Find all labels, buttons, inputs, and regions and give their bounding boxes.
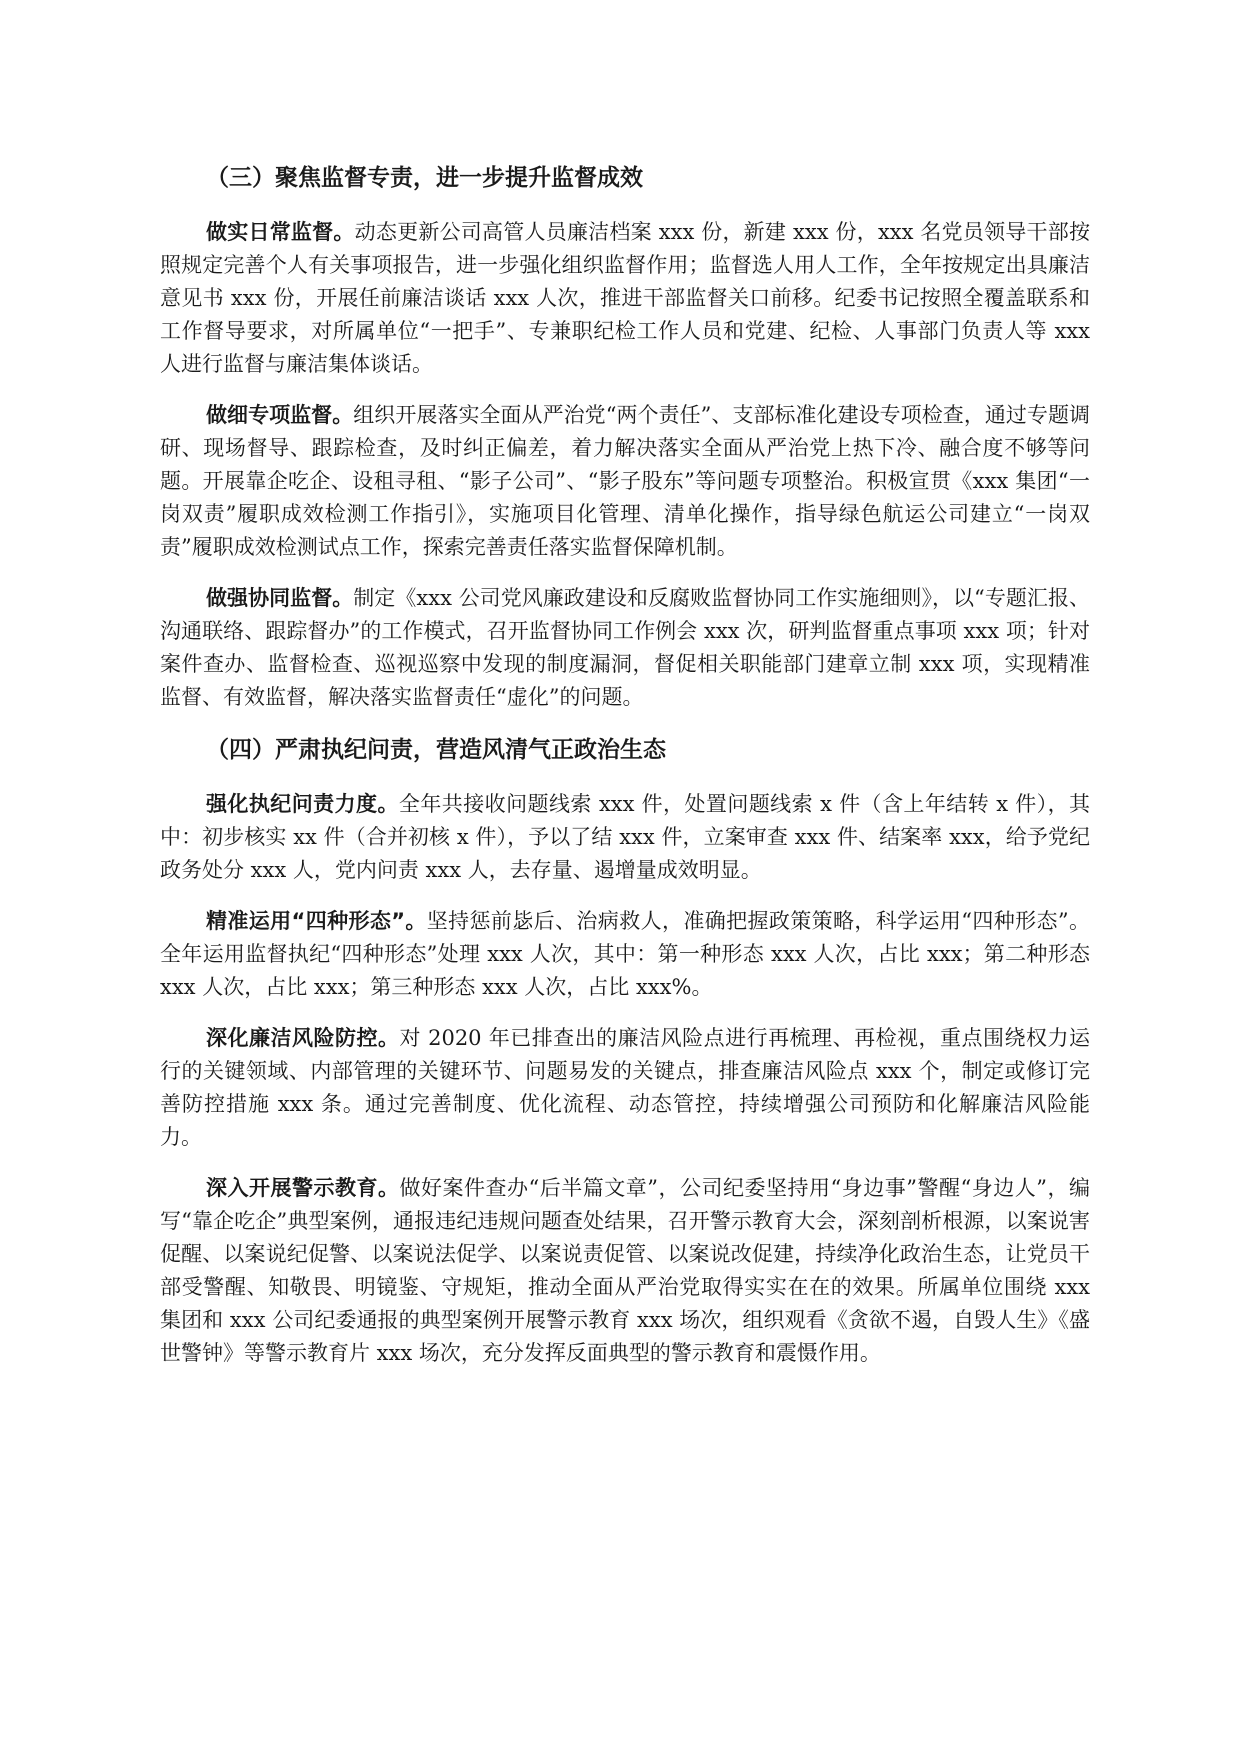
paragraph-text: 对 2020 年已排查出的廉洁风险点进行再梳理、再检视，重点围绕权力运行的关键领域、内部管理的关键环节、问题易发的关键点，排查廉洁风险点 xxx 个，制定或修订完善防控措施 xxx 条。通过完善制度、优化流程、动态管控，持续增强公司预防和化解廉洁风险能力。 <box>160 1026 1091 1149</box>
paragraph-lead: 深入开展警示教育。 <box>206 1176 400 1200</box>
paragraph-lead: 做细专项监督。 <box>206 403 354 427</box>
paragraph <box>160 1022 1090 1154</box>
paragraph-text: 动态更新公司高管人员廉洁档案 xxx 份，新建 xxx 份，xxx 名党员领导干部按照规定完善个人有关事项报告，进一步强化组织监督作用；监督选人用人工作，全年按规定出具廉洁意见书 xxx 份，开展任前廉洁谈话 xxx 人次，推进干部监督关口前移。纪委书记按照全覆盖联系和工作督导要求，对所属单位“一把手”、专兼职纪检工作人员和党建、纪检、人事部门负责人等 xxx 人进行监督与廉洁集体谈话。 <box>160 220 1090 376</box>
paragraph-text: 组织开展落实全面从严治党“两个责任”、支部标准化建设专项检查，通过专题调研、现场督导、跟踪检查，及时纠正偏差，着力解决落实全面从严治党上热下冷、融合度不够等问题。开展靠企吃企、设租寻租、“影子公司”、“影子股东”等问题专项整治。积极宣贯《xxx 集团“一岗双责”履职成效检测工作指引》，实施项目化管理、清单化操作，指导绿色航运公司建立“一岗双责”履职成效检测试点工作，探索完善责任落实监督保障机制。 <box>160 403 1091 559</box>
paragraph <box>160 582 1090 714</box>
paragraph-text: 制定《xxx 公司党风廉政建设和反腐败监督协同工作实施细则》，以“专题汇报、沟通联络、跟踪督办”的工作模式，召开监督协同工作例会 xxx 次，研判监督重点事项 xxx 项；针对案件查办、监督检查、巡视巡察中发现的制度漏洞，督促相关职能部门建章立制 xxx 项，实现精准监督、有效监督，解决落实监督责任“虚化”的问题。 <box>160 586 1090 709</box>
paragraph-lead: 精准运用“四种形态”。 <box>206 909 427 933</box>
paragraph <box>160 216 1090 381</box>
section-heading: （四）严肃执纪问责，营造风清气正政治生态 <box>206 737 666 763</box>
paragraph <box>160 788 1090 887</box>
paragraph-text: 坚持惩前毖后、治病救人，准确把握政策策略，科学运用“四种形态”。全年运用监督执纪“四种形态”处理 xxx 人次，其中：第一种形态 xxx 人次，占比 xxx；第二种形态 xxx 人次，占比 xxx；第三种形态 xxx 人次，占比 xxx%。 <box>160 909 1090 999</box>
paragraph <box>160 1172 1090 1370</box>
paragraph-lead: 做实日常监督。 <box>206 220 355 244</box>
paragraph <box>160 399 1090 564</box>
paragraph-lead: 深化廉洁风险防控。 <box>206 1026 400 1050</box>
paragraph-lead: 做强协同监督。 <box>206 586 354 610</box>
paragraph-text: 全年共接收问题线索 xxx 件，处置问题线索 x 件（含上年结转 x 件），其中：初步核实 xx 件（合并初核 x 件），予以了结 xxx 件，立案审查 xxx 件、结案率 xxx，给予党纪政务处分 xxx 人，党内问责 xxx 人，去存量、遏增量成效明显。 <box>160 792 1091 882</box>
section-heading: （三）聚焦监督专责，进一步提升监督成效 <box>206 165 643 191</box>
paragraph <box>160 905 1090 1004</box>
paragraph-text: 做好案件查办“后半篇文章”，公司纪委坚持用“身边事”警醒“身边人”，编写“靠企吃企”典型案例，通报违纪违规问题查处结果，召开警示教育大会，深刻剖析根源，以案说害促醒、以案说纪促警、以案说法促学、以案说责促管、以案说改促建，持续净化政治生态，让党员干部受警醒、知敬畏、明镜鉴、守规矩，推动全面从严治党取得实实在在的效果。所属单位围绕 xxx 集团和 xxx 公司纪委通报的典型案例开展警示教育 xxx 场次，组织观看《贪欲不遏，自毁人生》《盛世警钟》等警示教育片 xxx 场次，充分发挥反面典型的警示教育和震慑作用。 <box>160 1176 1090 1365</box>
paragraph-lead: 强化执纪问责力度。 <box>206 792 399 816</box>
document-page <box>160 160 1090 1388</box>
